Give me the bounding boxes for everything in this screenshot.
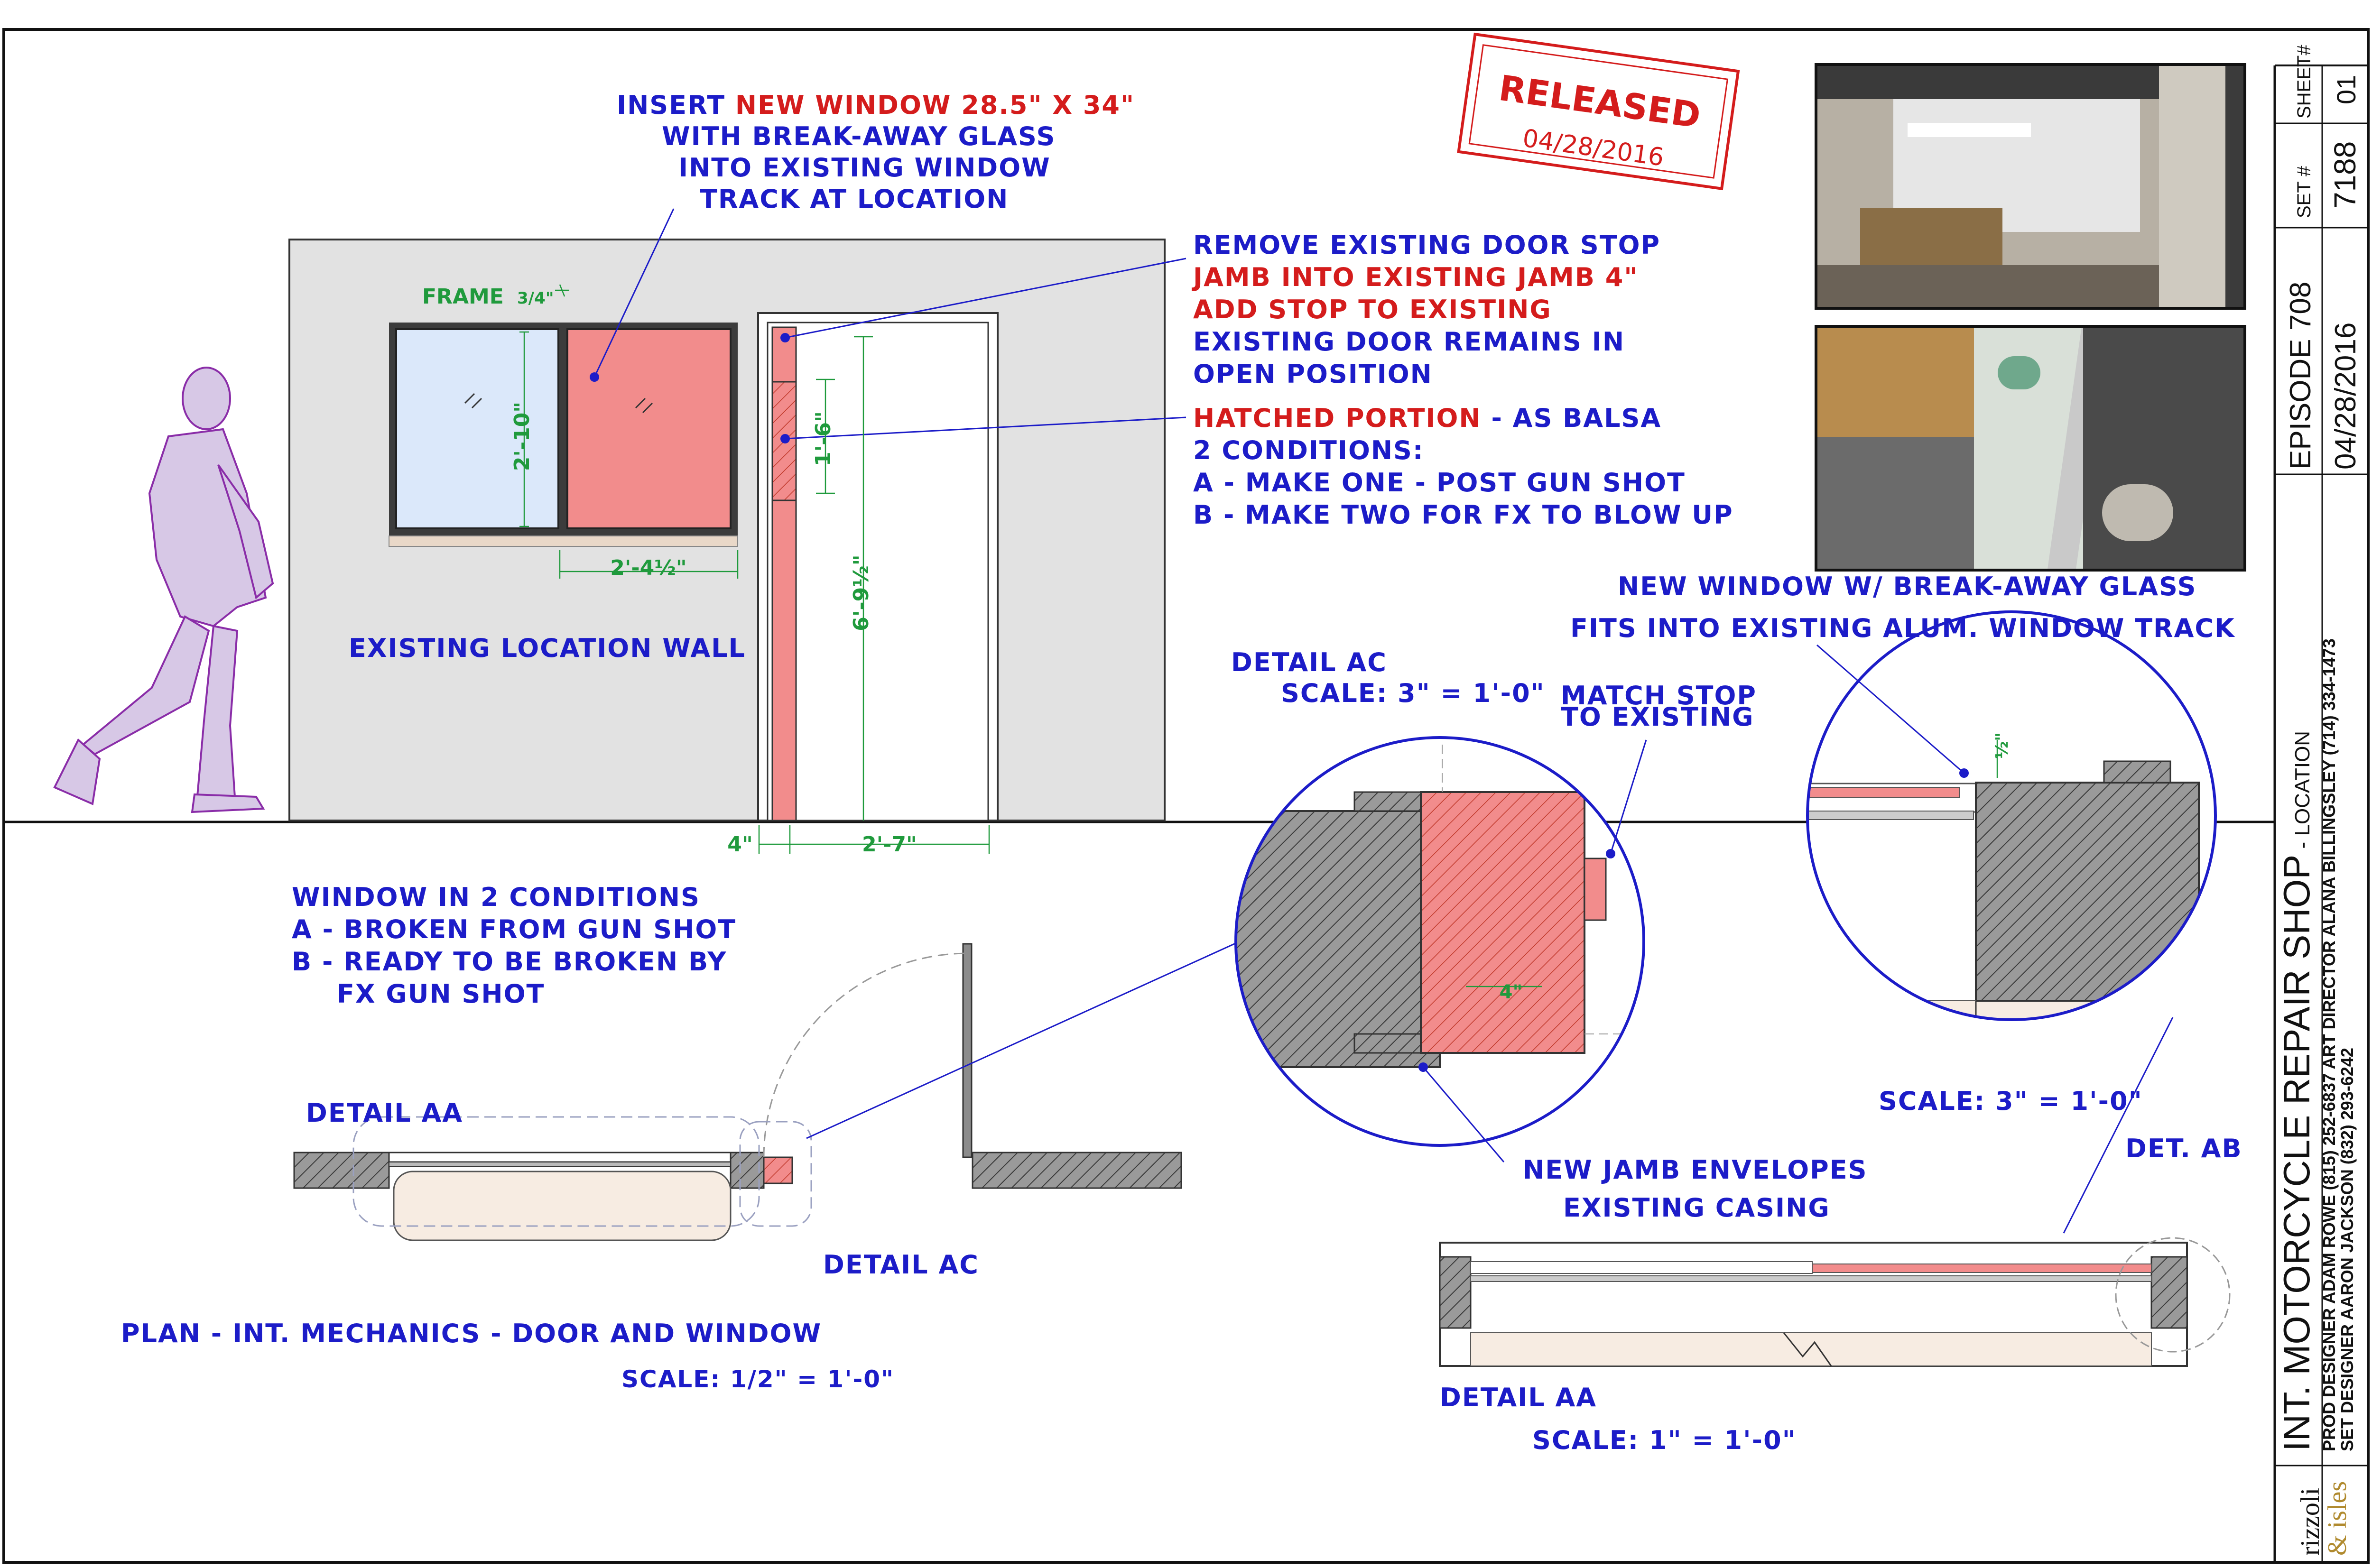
new-window-pane bbox=[567, 329, 731, 528]
detail-ac-circle bbox=[1233, 735, 1646, 1162]
svg-text:INSERT NEW WINDOW 28.5" X 34": INSERT NEW WINDOW 28.5" X 34" bbox=[617, 90, 1135, 120]
svg-text:INTO EXISTING WINDOW: INTO EXISTING WINDOW bbox=[678, 153, 1051, 183]
window-sill bbox=[389, 536, 738, 546]
plan-title: PLAN - INT. MECHANICS - DOOR AND WINDOW bbox=[121, 1319, 822, 1348]
note-hatched-portion bbox=[1193, 403, 1733, 530]
photo-existing-window bbox=[1815, 63, 2246, 310]
svg-text:3/4": 3/4" bbox=[517, 289, 554, 308]
svg-text:B - READY TO BE BROKEN BY: B - READY TO BE BROKEN BY bbox=[292, 947, 727, 977]
note-door-stop bbox=[1191, 230, 1660, 389]
credits-line-2: SET DESIGNER AARON JACKSON (832) 293-6242 bbox=[2337, 1048, 2357, 1451]
svg-text:DETAIL AA: DETAIL AA bbox=[1440, 1383, 1597, 1412]
credits-line-1: PROD DESIGNER ADAM ROWE (815) 252-6837 ART DIRECTOR ALANA BILLINGSLEY (714) 334-1473 bbox=[2319, 638, 2339, 1451]
svg-text:A - MAKE ONE - POST GUN SHOT: A - MAKE ONE - POST GUN SHOT bbox=[1193, 468, 1686, 498]
episode: EPISODE 708 bbox=[2284, 281, 2317, 470]
svg-text:2'-4½": 2'-4½" bbox=[610, 556, 687, 580]
detail-ac-dim: 4" bbox=[1499, 981, 1523, 1003]
svg-text:2'-7": 2'-7" bbox=[862, 832, 917, 857]
set-value: 7188 bbox=[2328, 141, 2362, 209]
svg-text:SCALE: 1" = 1'-0": SCALE: 1" = 1'-0" bbox=[1532, 1425, 1797, 1455]
scale-figure bbox=[55, 368, 273, 812]
svg-text:WINDOW IN 2 CONDITIONS: WINDOW IN 2 CONDITIONS bbox=[292, 882, 700, 912]
svg-text:JAMB INTO EXISTING JAMB 4": JAMB INTO EXISTING JAMB 4" bbox=[1193, 262, 1639, 292]
svg-text:SCALE: 3" = 1'-0": SCALE: 3" = 1'-0" bbox=[1879, 1086, 2143, 1116]
svg-text:2 CONDITIONS:: 2 CONDITIONS: bbox=[1193, 435, 1424, 465]
svg-text:SCALE: 3" = 1'-0": SCALE: 3" = 1'-0" bbox=[1281, 678, 1545, 708]
detail-aa-ref: DETAIL AA bbox=[306, 1098, 463, 1128]
detail-ac-ref: DETAIL AC bbox=[823, 1250, 979, 1280]
svg-text:1'-6": 1'-6" bbox=[811, 411, 835, 466]
svg-text:B - MAKE TWO FOR FX TO BLOW UP: B - MAKE TWO FOR FX TO BLOW UP bbox=[1193, 500, 1733, 530]
svg-text:6'-9½": 6'-9½" bbox=[849, 554, 873, 631]
svg-text:MATCH STOP: MATCH STOP bbox=[1561, 681, 1757, 710]
door-jamb bbox=[768, 323, 988, 821]
title-block bbox=[2276, 45, 2362, 1556]
svg-text:FRAME: FRAME bbox=[422, 285, 504, 309]
set-label: SET # bbox=[2294, 166, 2315, 218]
note-new-window bbox=[617, 90, 1135, 214]
svg-text:NEW WINDOW W/ BREAK-AWAY GLASS: NEW WINDOW W/ BREAK-AWAY GLASS bbox=[1618, 572, 2197, 601]
sheet-value: 01 bbox=[2331, 74, 2361, 104]
sheet-label: SHEET# bbox=[2294, 45, 2315, 119]
svg-text:REMOVE EXISTING DOOR STOP: REMOVE EXISTING DOOR STOP bbox=[1193, 230, 1661, 260]
svg-text:WITH BREAK-AWAY GLASS: WITH BREAK-AWAY GLASS bbox=[662, 121, 1056, 151]
svg-text:4": 4" bbox=[727, 832, 753, 857]
svg-text:2'-10": 2'-10" bbox=[510, 401, 534, 471]
set-name: INT. MOTORCYCLE REPAIR SHOP - LOCATION bbox=[2276, 730, 2317, 1451]
svg-text:NEW JAMB ENVELOPES: NEW JAMB ENVELOPES bbox=[1523, 1155, 1868, 1185]
wall-label: EXISTING LOCATION WALL bbox=[349, 633, 746, 663]
svg-text:OPEN POSITION: OPEN POSITION bbox=[1193, 359, 1433, 389]
svg-text:DETAIL AC: DETAIL AC bbox=[1231, 647, 1387, 677]
svg-text:TO EXISTING: TO EXISTING bbox=[1561, 702, 1754, 732]
svg-text:DET. AB: DET. AB bbox=[2125, 1134, 2242, 1163]
detail-aa-section bbox=[1440, 1238, 2230, 1366]
svg-text:FITS INTO EXISTING ALUM. WINDO: FITS INTO EXISTING ALUM. WINDOW TRACK bbox=[1570, 613, 2235, 643]
detail-aa-labels bbox=[1440, 1383, 1797, 1455]
plan-scale: SCALE: 1/2" = 1'-0" bbox=[621, 1365, 895, 1393]
logo-isles: & isles bbox=[2323, 1481, 2352, 1556]
photo-window-track bbox=[1815, 325, 2246, 572]
svg-text:HATCHED PORTION - AS BALSA: HATCHED PORTION - AS BALSA bbox=[1193, 403, 1662, 433]
svg-text:ADD STOP TO EXISTING: ADD STOP TO EXISTING bbox=[1193, 295, 1552, 324]
svg-text:FX GUN SHOT: FX GUN SHOT bbox=[337, 979, 545, 1009]
svg-text:TRACK AT LOCATION: TRACK AT LOCATION bbox=[700, 184, 1009, 214]
stamp-date: 04/28/2016 bbox=[1520, 124, 1666, 172]
stamp-status: RELEASED bbox=[1496, 67, 1703, 137]
svg-text:A - BROKEN FROM GUN SHOT: A - BROKEN FROM GUN SHOT bbox=[292, 914, 737, 944]
svg-text:EXISTING DOOR REMAINS IN: EXISTING DOOR REMAINS IN bbox=[1193, 327, 1625, 357]
stamp-text bbox=[1496, 68, 1703, 172]
note-window-conditions bbox=[292, 882, 736, 1009]
title-date: 04/28/2016 bbox=[2329, 322, 2362, 470]
svg-text:EXISTING CASING: EXISTING CASING bbox=[1563, 1193, 1830, 1223]
detail-ab-dim: ½" bbox=[1992, 732, 2012, 759]
logo-rizzoli: rizzoli bbox=[2296, 1487, 2325, 1556]
